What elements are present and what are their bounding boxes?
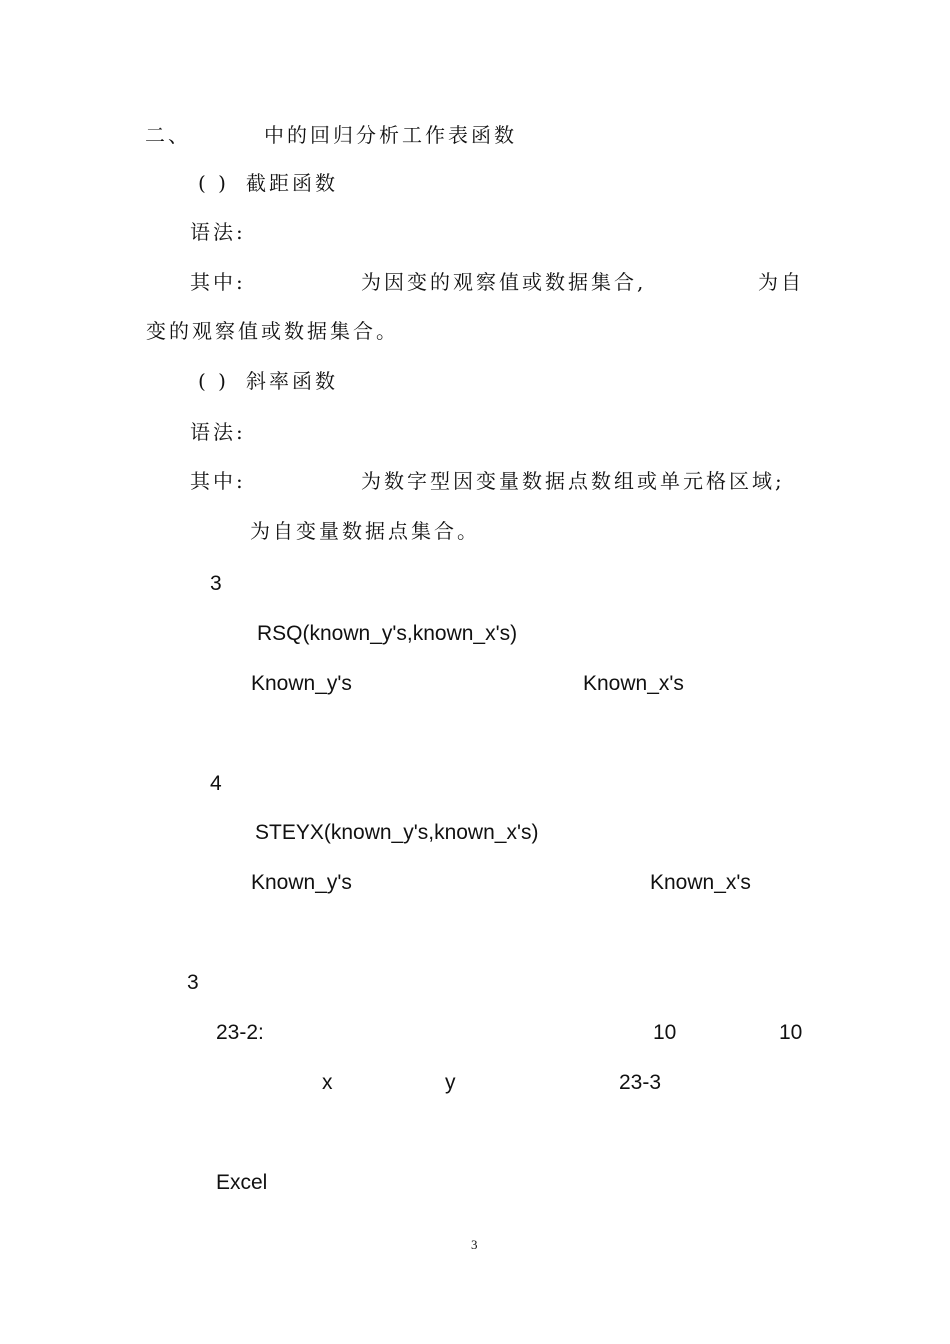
known-x-label: Known_x's: [583, 672, 684, 695]
page-number: 3: [471, 1237, 478, 1252]
part-number: 3: [187, 971, 199, 994]
where-label: 其中:: [190, 270, 246, 294]
variable-x: x: [322, 1071, 333, 1094]
where-label: 其中:: [190, 469, 246, 493]
figure-ref: 23-3: [619, 1071, 662, 1094]
known-y-label: Known_y's: [251, 672, 352, 695]
excel-label: Excel: [216, 1171, 268, 1194]
subsection-title-slope: 斜率函数: [246, 369, 338, 393]
x-description: 为自变量数据点集合。: [250, 519, 480, 543]
subsection-paren: ( ): [198, 171, 229, 195]
x-description-start: 为自: [758, 270, 804, 294]
item-number: 4: [210, 772, 222, 795]
section-number: 二、: [145, 123, 191, 147]
section-title: 中的回归分析工作表函数: [264, 123, 517, 147]
syntax-label: 语法:: [190, 420, 246, 444]
x-description-end: 变的观察值或数据集合。: [146, 319, 399, 343]
known-x-label: Known_x's: [650, 871, 751, 894]
subsection-title-intercept: 截距函数: [246, 171, 338, 195]
y-description: 为因变的观察值或数据集合,: [361, 270, 647, 294]
example-ref: 23-2:: [216, 1021, 264, 1044]
item-number: 3: [210, 572, 222, 595]
rsq-formula: RSQ(known_y's,known_x's): [257, 622, 518, 645]
y-description: 为数字型因变量数据点数组或单元格区域;: [361, 469, 785, 493]
example-number: 10: [653, 1021, 677, 1044]
known-y-label: Known_y's: [251, 871, 352, 894]
steyx-formula: STEYX(known_y's,known_x's): [255, 821, 539, 844]
variable-y: y: [445, 1071, 456, 1094]
subsection-paren: ( ): [198, 369, 229, 393]
example-number: 10: [779, 1021, 803, 1044]
syntax-label: 语法:: [190, 220, 246, 244]
